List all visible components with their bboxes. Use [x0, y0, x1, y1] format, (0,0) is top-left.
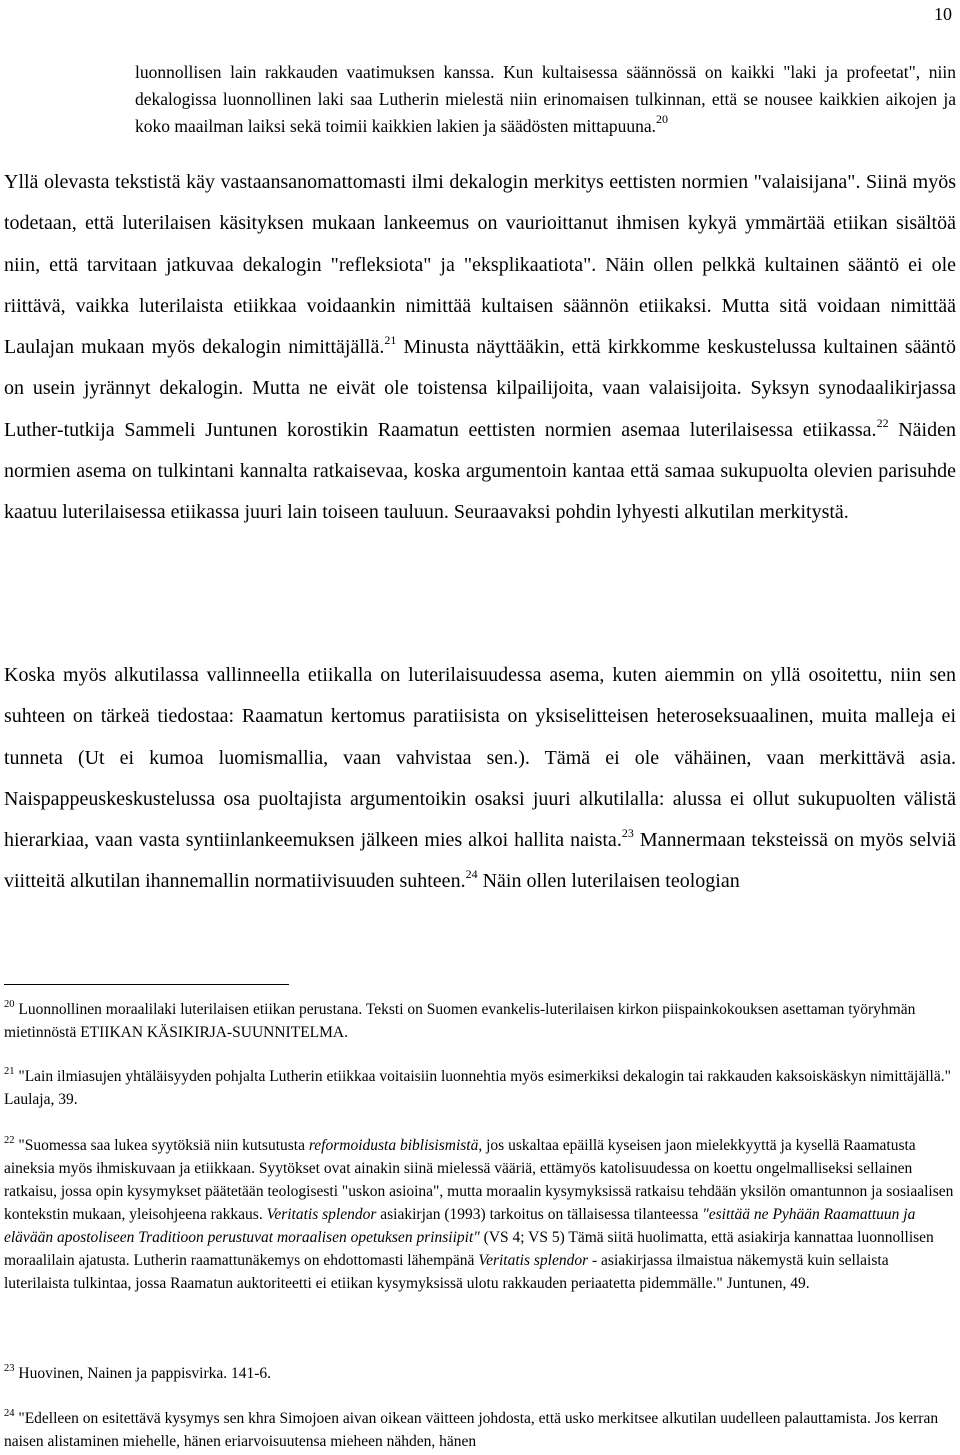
footnote-text: "Suomessa saa lukea syytöksiä niin kutsutusta [14, 1137, 309, 1154]
body-paragraph-1 [4, 162, 956, 534]
footnote-italic-title: reformoidusta biblisismistä [308, 1137, 479, 1154]
footnote-ref-23[interactable]: 23 [621, 826, 634, 841]
footnote-number: 21 [4, 1066, 15, 1077]
paragraph-1-text-a: Yllä olevasta tekstistä käy vastaansanomattomasti ilmi dekalogin merkitys eettisten normien "valaisijana". Siinä myös todetaan, että luterilaisen käsityksen mukaan lankeemus on vaurioittanut ihmisen kykyä ymmärtää etiikan sisältöä niin, että tarvitaan jatkuvaa dekalogin "refleksiota" ja "eksplikaatiota". Näin ollen pelkkä kultainen sääntö ei ole riittävä, vaikka luterilaista etiikkaa voidaankin nimittää kultaisen säännön etiikaksi. Mutta sitä voidaan nimittää Laulajan mukaan myös dekalogin nimittäjällä. [4, 171, 956, 359]
footnote-text: - asiakirjassa ilmaistua näkemystä kuin sellaista luterilaista tulkintaa, jossa Raamatun auktoriteetti ei etiikan kysymyksissä ulotu rakkauden periaatetta pidemmälle." Juntunen, 49. [4, 1252, 889, 1292]
paragraph-2-text-a: Koska myös alkutilassa vallinneella etiikalla on luterilaisuudessa asema, kuten aiemmin on yllä osoitettu, niin sen suhteen on tärkeä tiedostaa: Raamatun kertomus paratiisista on yksiselitteisen heteroseksuaalinen, muita malleja ei tunneta (Ut ei kumoa luomismallia, vaan vahvistaa sen.). Tämä ei ole vähäinen, vaan merkittävä asia. Naispappeuskeskustelussa osa puoltajista argumentoikin osaksi juuri alkutilalla: alussa ei ollut sukupuolten välistä hierarkiaa, vaan vasta syntiinlankeemuksen jälkeen mies alkoi hallita naista. [4, 664, 956, 852]
footnote-ref-24[interactable]: 24 [465, 867, 478, 882]
block-quote [4, 59, 956, 140]
footnote-text: Huovinen, Nainen ja pappisvirka. 141-6. [14, 1365, 272, 1382]
paragraph-2-text-b: Mannermaan teksteissä on myös selviä viitteitä alkutilan ihannemallin normatiivisuuden suhteen. [4, 829, 956, 893]
footnote-21 [4, 1065, 956, 1111]
footnote-number: 24 [4, 1408, 15, 1419]
footnote-ref-22[interactable]: 22 [876, 415, 889, 430]
footnote-text: Luonnollinen moraalilaki luterilaisen etiikan perustana. Teksti on Suomen evankelis-luterilaisen kirkon piispainkokouksen asettaman työryhmän mietinnöstä ETIIKAN KÄSIKIRJA-SUUNNITELMA. [4, 1001, 916, 1041]
footnote-text: "Lain ilmiasujen yhtäläisyyden pohjalta Lutherin etiikkaa voitaisiin luonnehtia myös esimerkiksi dekalogin tai rakkauden kaksoiskäskyn nimittäjällä." Laulaja, 39. [4, 1068, 951, 1108]
paragraph-1-text-b: Minusta näyttääkin, että kirkkomme keskustelussa kultainen sääntö on usein jyrännyt dekalogin. Mutta ne eivät ole toistensa kilpailijoita, vaan valaisijoita. Syksyn synodaalikirjassa Luther-tutkija Sammeli Juntunen korostikin Raamatun eettisten normien asemaa luterilaisessa etiikassa. [4, 336, 957, 441]
footnote-ref-21[interactable]: 21 [384, 333, 397, 348]
footnote-text: (VS 4; VS 5) Tämä siitä huolimatta, että asiakirja kannattaa luonnollisen moraalilain ajatusta. Lutherin raamattunäkemys on ehdottomasti lähempänä [4, 1229, 934, 1269]
footnote-italic-title: Veritatis splendor [478, 1252, 589, 1269]
footnote-23 [4, 1362, 956, 1385]
footnote-text: , jos uskaltaa epäillä kyseisen jaon mielekkyyttä ja kysellä Raamatusta aineksia myös ihmiskuvaan ja etiikkaan. Syytökset ovat ainakin siinä mielessä vääriä, ettämyös katolisuudessa on koettu ongelmalliseksi sellainen ratkaisu, jossa opin kysymykset päätetään teologisesti "uskon asioina", mutta moraalin kysymyksissä ratkaisu tehdään yksilön omantunnon ja sosiaalisen kontekstin mukaan, yleisohjeena rakkaus. [4, 1137, 954, 1223]
body-paragraph-2 [4, 655, 956, 903]
paragraph-2-text-c: Näin ollen luterilaisen teologian [477, 870, 740, 893]
footnote-number: 20 [4, 999, 15, 1010]
footnote-number: 22 [4, 1135, 15, 1146]
footnote-italic-title: Veritatis splendor [266, 1206, 377, 1223]
footnote-text: asiakirjan (1993) tarkoitus on tällaisessa tilanteessa [376, 1206, 703, 1223]
footnote-20 [4, 998, 956, 1044]
quote-text: luonnollisen lain rakkauden vaatimuksen kanssa. Kun kultaisessa säännössä on kaikki "laki ja profeetat", niin dekalogissa luonnollinen laki saa Lutherin mielestä niin erinomaisen tulkinnan, että se nousee kaikkien aikojen ja koko maailman laiksi sekä toimii kaikkien lakien ja säädösten mittapuuna. [135, 62, 956, 136]
footnote-24 [4, 1407, 956, 1453]
footnote-number: 23 [4, 1363, 15, 1374]
paragraph-1-text-c: Näiden normien asema on tulkintani kannalta ratkaisevaa, koska argumentoin kantaa että samaa sukupuolta olevien parisuhde kaatuu luterilaisessa etiikassa juuri lain toiseen tauluun. Seuraavaksi pohdin lyhyesti alkutilan merkitystä. [4, 418, 956, 524]
footnote-text: "Edelleen on esitettävä kysymys sen khra Simojoen aivan oikean väitteen johdosta, että usko merkitsee alkutilan uudelleen palauttamista. Jos kerran naisen alistaminen miehelle, hänen eriarvoisuutensa mieheen nähden, hänen [4, 1410, 939, 1450]
page-number: 10 [934, 4, 952, 24]
footnote-separator [4, 984, 289, 985]
footnote-22 [4, 1134, 956, 1295]
footnote-italic-quote: "esittää ne Pyhään Raamattuun ja elävään apostoliseen Traditioon perustuvat moraalisen opetuksen prinsiipit" [4, 1206, 916, 1246]
quote-paragraph [135, 59, 956, 140]
footnote-ref-20[interactable]: 20 [655, 112, 668, 126]
